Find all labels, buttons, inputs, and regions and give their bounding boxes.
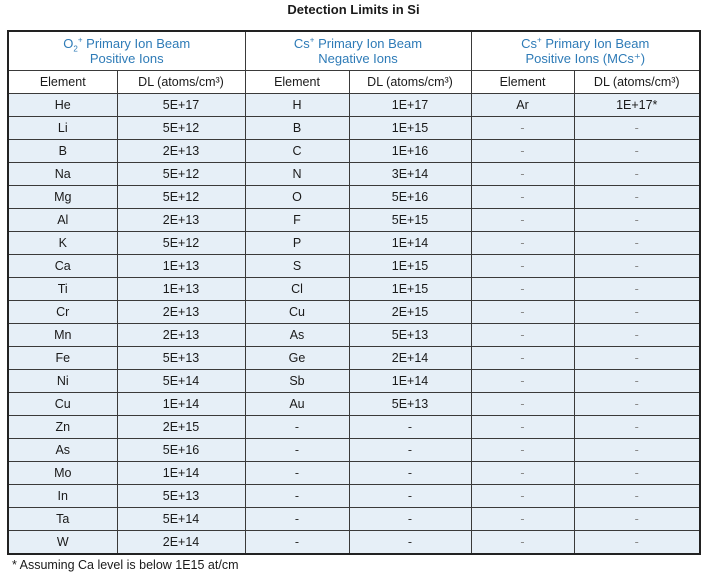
group-header-cs-positive-mcs — [471, 31, 700, 71]
cell-element: Ca — [8, 255, 117, 278]
cell-dl: - — [574, 347, 700, 370]
cell-dl: - — [574, 163, 700, 186]
cell-dl: 2E+13 — [117, 209, 245, 232]
column-header-row — [8, 71, 700, 94]
group-header-line2: Negative Ions — [318, 51, 398, 66]
cell-element: He — [8, 94, 117, 117]
cell-dl: 1E+14 — [349, 370, 471, 393]
cell-element: - — [471, 439, 574, 462]
cell-element: P — [245, 232, 349, 255]
cell-element: Sb — [245, 370, 349, 393]
cell-dl: - — [574, 209, 700, 232]
cell-element: - — [245, 531, 349, 555]
cell-element: Cr — [8, 301, 117, 324]
cell-element: In — [8, 485, 117, 508]
cell-dl: 5E+17 — [117, 94, 245, 117]
cell-element: - — [471, 531, 574, 555]
cell-element: Cu — [8, 393, 117, 416]
cell-dl: - — [574, 140, 700, 163]
table-row — [8, 324, 700, 347]
cell-dl: - — [574, 117, 700, 140]
cell-element: Cl — [245, 278, 349, 301]
cell-element: Li — [8, 117, 117, 140]
cell-element: - — [471, 186, 574, 209]
cell-dl: - — [574, 485, 700, 508]
group-header-line1: Cs+ Primary Ion Beam — [293, 35, 423, 51]
table-row — [8, 255, 700, 278]
column-header-dl: DL (atoms/cm³) — [349, 71, 471, 94]
cell-element: F — [245, 209, 349, 232]
cell-element: Na — [8, 163, 117, 186]
cell-element: - — [471, 393, 574, 416]
cell-dl: 1E+14 — [117, 393, 245, 416]
cell-element: - — [471, 278, 574, 301]
cell-element: Mn — [8, 324, 117, 347]
cell-element: As — [8, 439, 117, 462]
cell-dl: - — [349, 485, 471, 508]
group-header-line1: $O_2^+$ Primary Ion Beam — [63, 35, 191, 54]
cell-dl: 1E+14 — [117, 462, 245, 485]
ion-charge: + — [309, 35, 315, 45]
cell-dl: 5E+13 — [117, 347, 245, 370]
cell-dl: - — [349, 439, 471, 462]
cell-element: - — [245, 508, 349, 531]
cell-dl: 5E+12 — [117, 117, 245, 140]
cell-dl: 2E+14 — [349, 347, 471, 370]
cell-dl: 1E+17* — [574, 94, 700, 117]
cell-element: - — [471, 324, 574, 347]
cell-element: - — [471, 255, 574, 278]
cell-dl: 5E+16 — [117, 439, 245, 462]
cell-element: C — [245, 140, 349, 163]
cell-dl: 2E+13 — [117, 301, 245, 324]
table-row — [8, 439, 700, 462]
cell-element: - — [245, 439, 349, 462]
column-header-element: Element — [471, 71, 574, 94]
table-row — [8, 393, 700, 416]
cell-element: Mg — [8, 186, 117, 209]
table-row — [8, 278, 700, 301]
cell-element: Ta — [8, 508, 117, 531]
cell-dl: 2E+15 — [117, 416, 245, 439]
cell-dl: - — [574, 278, 700, 301]
cell-element: - — [245, 462, 349, 485]
cell-element: - — [471, 163, 574, 186]
cell-dl: - — [349, 416, 471, 439]
table-row — [8, 140, 700, 163]
cell-element: - — [471, 209, 574, 232]
column-header-dl: DL (atoms/cm³) — [574, 71, 700, 94]
table-row — [8, 485, 700, 508]
cell-dl: - — [574, 370, 700, 393]
cell-element: - — [245, 485, 349, 508]
cell-dl: 5E+12 — [117, 232, 245, 255]
cell-element: K — [8, 232, 117, 255]
column-header-element: Element — [8, 71, 117, 94]
group-header-line1: Cs+ Primary Ion Beam — [521, 35, 650, 51]
cell-dl: 5E+15 — [349, 209, 471, 232]
cell-element: H — [245, 94, 349, 117]
cell-element: Cu — [245, 301, 349, 324]
cell-element: Ni — [8, 370, 117, 393]
cell-element: - — [471, 117, 574, 140]
cell-dl: - — [349, 462, 471, 485]
cell-element: N — [245, 163, 349, 186]
cell-dl: 5E+13 — [349, 324, 471, 347]
cell-element: B — [8, 140, 117, 163]
ion-charge: + — [537, 35, 542, 45]
table-row — [8, 94, 700, 117]
cell-dl: - — [574, 232, 700, 255]
footnote: * Assuming Ca level is below 1E15 at/cm — [12, 558, 239, 572]
table-row — [8, 301, 700, 324]
group-header-cs-negative — [245, 31, 471, 71]
cell-element: Ge — [245, 347, 349, 370]
cell-dl: 2E+13 — [117, 140, 245, 163]
cell-element: Ar — [471, 94, 574, 117]
cell-dl: - — [574, 508, 700, 531]
cell-dl: 1E+15 — [349, 278, 471, 301]
cell-element: W — [8, 531, 117, 555]
cell-dl: 1E+15 — [349, 255, 471, 278]
cell-element: O — [245, 186, 349, 209]
cell-element: - — [471, 508, 574, 531]
cell-dl: 5E+12 — [117, 163, 245, 186]
cell-element: S — [245, 255, 349, 278]
table-row — [8, 209, 700, 232]
cell-element: - — [471, 485, 574, 508]
detection-limits-table — [7, 30, 701, 555]
cell-dl: - — [574, 301, 700, 324]
cell-dl: 2E+15 — [349, 301, 471, 324]
cell-element: B — [245, 117, 349, 140]
table-row — [8, 508, 700, 531]
cell-dl: - — [349, 531, 471, 555]
cell-element: - — [471, 370, 574, 393]
cell-dl: - — [574, 531, 700, 555]
cell-dl: - — [574, 439, 700, 462]
cell-element: - — [471, 140, 574, 163]
cell-element: Mo — [8, 462, 117, 485]
cell-dl: 1E+15 — [349, 117, 471, 140]
table-row — [8, 163, 700, 186]
cell-dl: 1E+14 — [349, 232, 471, 255]
table-row — [8, 416, 700, 439]
cell-dl: 1E+13 — [117, 255, 245, 278]
cell-dl: - — [349, 508, 471, 531]
cell-element: Ti — [8, 278, 117, 301]
cell-element: Al — [8, 209, 117, 232]
table-body — [8, 94, 700, 555]
cell-dl: 1E+13 — [117, 278, 245, 301]
cell-dl: 5E+16 — [349, 186, 471, 209]
cell-element: - — [245, 416, 349, 439]
cell-dl: - — [574, 416, 700, 439]
cell-element: - — [471, 416, 574, 439]
cell-dl: 5E+14 — [117, 508, 245, 531]
table-row — [8, 370, 700, 393]
cell-dl: 5E+12 — [117, 186, 245, 209]
table-row — [8, 117, 700, 140]
cell-dl: 5E+13 — [117, 485, 245, 508]
cell-dl: 1E+17 — [349, 94, 471, 117]
group-header-row — [8, 31, 700, 71]
cell-dl: 5E+14 — [117, 370, 245, 393]
table-row — [8, 186, 700, 209]
cell-element: - — [471, 232, 574, 255]
cell-dl: - — [574, 324, 700, 347]
cell-dl: 3E+14 — [349, 163, 471, 186]
cell-dl: 1E+16 — [349, 140, 471, 163]
cell-dl: 5E+13 — [349, 393, 471, 416]
cell-dl: - — [574, 255, 700, 278]
cell-element: As — [245, 324, 349, 347]
table-row — [8, 531, 700, 555]
column-header-element: Element — [245, 71, 349, 94]
table-row — [8, 232, 700, 255]
column-header-dl: DL (atoms/cm³) — [117, 71, 245, 94]
group-header-line2: Positive Ions — [89, 51, 164, 66]
table-row — [8, 462, 700, 485]
cell-dl: 2E+13 — [117, 324, 245, 347]
cell-dl: - — [574, 393, 700, 416]
cell-element: Zn — [8, 416, 117, 439]
cell-element: Fe — [8, 347, 117, 370]
ion-charge: $_2$+ — [73, 35, 83, 54]
table-title: Detection Limits in Si — [287, 2, 420, 17]
cell-dl: - — [574, 186, 700, 209]
table-row — [8, 347, 700, 370]
cell-element: Au — [245, 393, 349, 416]
cell-element: - — [471, 301, 574, 324]
cell-dl: - — [574, 462, 700, 485]
cell-dl: 2E+14 — [117, 531, 245, 555]
cell-element: - — [471, 462, 574, 485]
cell-element: - — [471, 347, 574, 370]
group-header-o2-positive — [8, 31, 245, 71]
group-header-line2: Positive Ions (MCs⁺) — [525, 51, 646, 66]
